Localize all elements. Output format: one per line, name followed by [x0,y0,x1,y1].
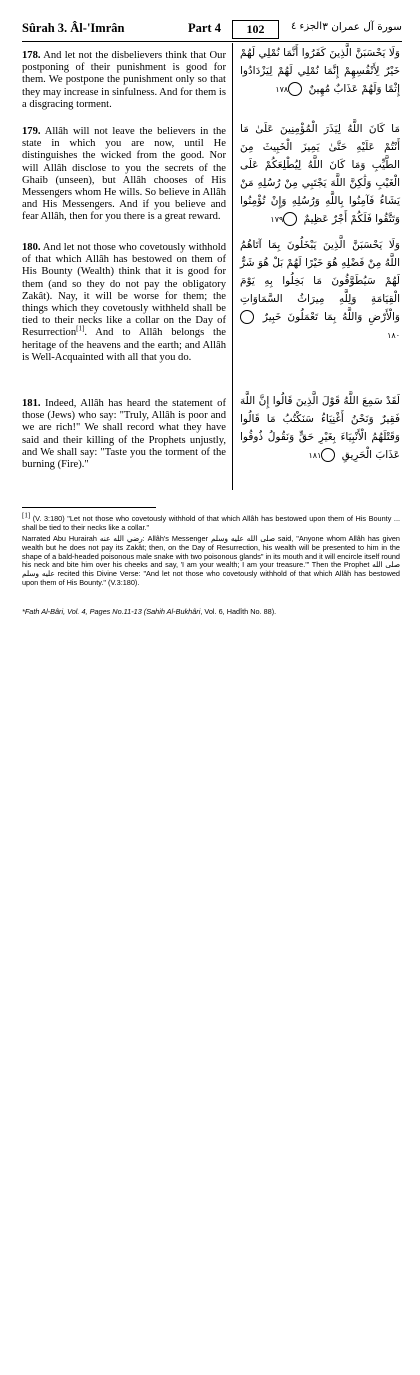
verse-179-arabic [240,120,400,229]
verse-180-translation [22,242,226,364]
verse-text: Allâh will not leave the believers in the state in which you are now, until He distinguishes the wicked from the good. Nor will Allâh disclose to you the secrets of the Ghaib (unseen), but Allâh chooses of His Messengers whom He wills. So believe in Allâh and His Messengers. And if you believe and fear Allâh, then for you there is a great reward. [22,126,226,223]
arabic-text: لَقَدْ سَمِعَ اللَّهُ قَوْلَ الَّذِينَ قَالُوا إِنَّ اللَّهَ فَقِيرٌ وَنَحْنُ أَغْنِيَاءُ سَنَكْتُبُ مَا قَالُوا وَقَتْلَهُمُ الْأَنْبِيَاءَ بِغَيْرِ حَقٍّ وَنَقُولُ ذُوقُوا عَذَابَ الْحَرِيقِ [240,395,400,461]
hadith-text: recited this Divine Verse: "And let not those who covetously withhold of that which Allâh has bestowed upon them of His Bounty." (V.3:180). [22,569,400,587]
verse-text-continued: . And to Allâh belongs the heritage of the heavens and the earth; and Allâh is Well-Acquainted with all that you do. [22,327,226,363]
arabic-text: وَلَا يَحْسَبَنَّ الَّذِينَ يَبْخَلُونَ بِمَا آتَاهُمُ اللَّهُ مِنْ فَضْلِهِ هُوَ خَيْرًا لَهُمْ بَلْ هُوَ شَرٌّ لَهُمْ سَيُطَوَّقُونَ مَا بَخِلُوا بِهِ يَوْمَ الْقِيَامَةِ وَلِلَّهِ مِيرَاثُ السَّمَاوَاتِ وَالْأَرْضِ وَاللَّهُ بِمَا تَعْمَلُونَ خَبِيرٌ [240,239,400,323]
verse-end-marker-icon [321,448,335,462]
verse-end-marker-icon [288,82,302,96]
footnote-marker: [1] [22,511,31,520]
verse-181-translation [22,398,226,471]
verse-text: Indeed, Allâh has heard the statement of those (Jews) who say: "Truly, Allâh is poor and we are rich!" We shall record what they have said and their killing of the Prophets unjustly, and We shall say: "Taste you the torment of the burning (Fire)." [22,398,226,471]
source-text: , Vol. 6, Hadîth No. 88). [200,607,277,616]
footnote-intro-text: (V. 3:180) "Let not those who covetously withhold of that which Allâh has bestowed upon them of His Bounty ... shall be tied to their necks like a collar." [22,514,400,532]
verse-178-arabic [240,44,400,99]
verse-text: And let not those who covetously withhold of that which Allâh has bestowed on them of His Bounty (Wealth) think that it is good for them (and so they do not pay the obligatory Zakât). Nay, it will be worse for them; the things which they covetously withheld shall be tied to their necks like a collar on the Day of Resurrection [22,242,226,339]
verse-181-arabic [240,392,400,465]
hadith-text: : Allâh's Messenger [142,534,208,543]
page-header [22,20,402,40]
hadith-text: said, "Anyone whom Allâh has given wealth but he does not pay its Zakât; then, on the Day of Resurrection, his wealth will be presented to him in the shape of a bald-headed poisonous male snake with two poisonous glands" in its mouth and it will encircle itself round his neck and bite him over his cheeks and say, 'I am your wealth; I am your treasure.'" Then the Prophet [22,534,400,570]
column-divider [232,43,233,490]
verse-end-number: ١٧٨ [275,85,289,94]
footnote-hadith [22,535,400,588]
juz-label-arabic: الجزء ٤ [290,21,322,32]
honorific-arabic: صلى الله عليه وسلم [22,560,400,579]
arabic-text: وَلَا يَحْسَبَنَّ الَّذِينَ كَفَرُوا أَنَّمَا نُمْلِي لَهُمْ خَيْرٌ لِأَنْفُسِهِمْ إِنَّمَا نُمْلِي لَهُمْ لِيَزْدَادُوا إِثْمًا وَلَهُمْ عَذَابٌ مُهِينٌ [240,47,400,95]
verse-end-number: ١٨١ [308,451,322,460]
verse-end-number: ١٨٠ [387,331,400,340]
verse-number: 181. [22,398,41,409]
verse-179-translation [22,126,226,224]
surah-title: Sûrah 3. Âl-'Imrân [22,21,125,35]
verse-end-marker-icon [283,212,297,226]
verse-end-marker-icon [240,310,254,324]
footnote-rule [22,507,156,508]
honorific-arabic: صلى الله عليه وسلم [210,534,275,543]
part-label: Part 4 [188,21,221,35]
footnote-intro [22,511,400,533]
verse-number: 180. [22,242,41,253]
source-text: *Fath Al-Bâri, Vol. 4, Pages No.11-13 ( [22,607,147,616]
footnote-source [22,608,400,617]
header-rule [22,41,402,42]
verse-180-arabic [240,236,400,345]
footnote-reference[interactable]: [1] [76,324,85,333]
verse-number: 179. [22,126,41,137]
hadith-narrator: Narrated Abu Hurairah [22,534,97,543]
verse-178-translation [22,50,226,111]
arabic-text: مَا كَانَ اللَّهُ لِيَذَرَ الْمُؤْمِنِينَ عَلَىٰ مَا أَنْتُمْ عَلَيْهِ حَتَّىٰ يَمِيزَ الْخَبِيثَ مِنَ الطَّيِّبِ وَمَا كَانَ اللَّهُ لِيُطْلِعَكُمْ عَلَى الْغَيْبِ وَلَٰكِنَّ اللَّهَ يَجْتَبِي مِنْ رُسُلِهِ مَنْ يَشَاءُ فَآمِنُوا بِاللَّهِ وَرُسُلِهِ وَإِنْ تُؤْمِنُوا وَتَتَّقُوا فَلَكُمْ أَجْرٌ عَظِيمٌ [240,123,400,225]
page-number: 102 [232,20,279,39]
source-book: Sahih Al-Bukhâri [146,607,201,616]
verse-text: And let not the disbelievers think that Our postponing of their punishment is good for them. We postpone the punishment only so that they may increase in sinfulness. And for them is a disgracing torment. [22,50,226,110]
verse-end-number: ١٧٩ [270,215,284,224]
surah-title-arabic: سورة آل عمران ٣ [322,21,402,33]
honorific-arabic: رضي الله عنه [99,534,143,543]
verse-number: 178. [22,50,41,61]
